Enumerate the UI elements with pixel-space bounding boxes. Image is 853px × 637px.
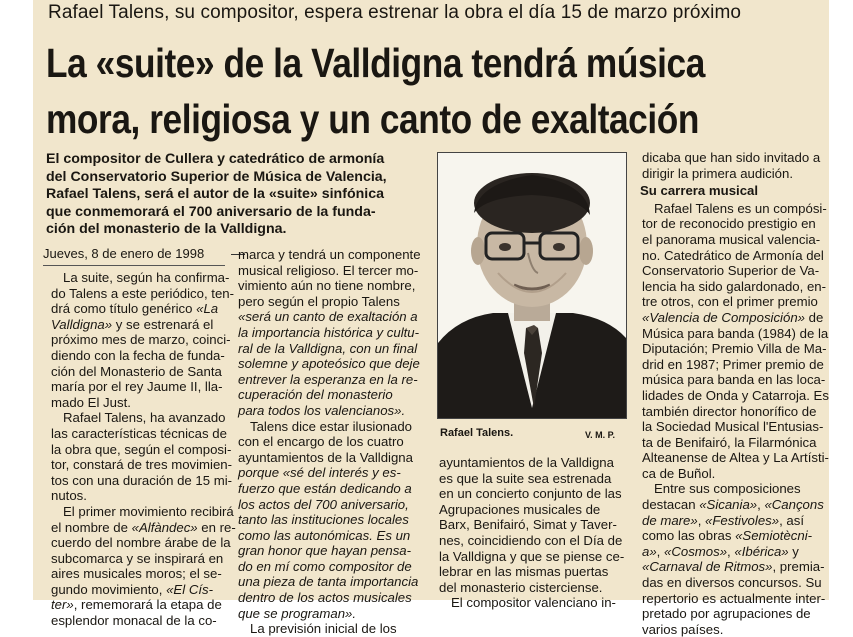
column-line: musical religioso. El tercer mo-: [238, 262, 419, 278]
column-line: maría por el rey Jaume II, lla-: [51, 379, 223, 395]
column-line: porque «sé del interés y es-: [238, 465, 401, 481]
column-line: solemne y apoteósico que deje: [238, 356, 420, 372]
column-line: lencia ha sido galardonado, en-: [642, 278, 827, 294]
column-line: también director honorífico de: [642, 403, 817, 419]
column-line: marca y tendrá un componente: [238, 247, 421, 262]
column-line: Diputación; Premio Villa de Ma-: [642, 341, 827, 357]
column-line: tos con una duración de 15 mi-: [51, 472, 233, 488]
column-line: pero según el propio Talens: [238, 293, 400, 309]
column-line: de mare», «Festivoles», así: [642, 512, 805, 528]
lead-line: ción del monasterio de la Valldigna.: [46, 221, 287, 238]
column-line: Rafael Talens es un compósi-: [654, 200, 827, 216]
body-column-2: [238, 247, 428, 637]
column-line: no. Catedrático de Armonía del: [642, 247, 824, 263]
column-line: subcomarca y se inspirará en: [51, 550, 224, 566]
column-line: drid en 1987; Primer premio de: [642, 356, 824, 372]
column-line: el nombre de «Alfàndec» en re-: [51, 519, 236, 535]
column-line: ayuntamientos de la Valldigna: [439, 455, 614, 470]
column-line: pretado por agrupaciones de: [642, 606, 811, 622]
body-column-4: [640, 150, 829, 637]
column-line: esplendor monacal de la co-: [51, 613, 217, 629]
column-line: vimiento aún no tiene nombre,: [238, 278, 416, 294]
column-line: el panorama musical valencia-: [642, 231, 821, 247]
column-line: los actos del 700 aniversario,: [238, 496, 409, 512]
headline-line-2: mora, religiosa y un canto de exaltación: [46, 96, 699, 142]
column-line: drá como título genérico «La: [51, 301, 219, 317]
photo-credit: V. M. P.: [585, 430, 616, 440]
column-line: Conservatorio Superior de Va-: [642, 263, 820, 279]
column-line: tanto las instituciones locales: [238, 512, 409, 528]
column-line: a», «Cosmos», «Ibérica» y: [642, 543, 799, 559]
column-line: para todos los valencianos».: [238, 402, 406, 418]
column-line: Rafael Talens, ha avanzado: [63, 410, 226, 426]
column-line: cuperación del monasterio: [238, 387, 393, 403]
column-line: La suite, según ha confirma-: [63, 270, 230, 285]
lead-paragraph: [46, 151, 430, 239]
column-line: gundo movimiento, «El Cís-: [51, 581, 213, 597]
column-line: repertorio es actualmente inter-: [642, 590, 826, 606]
column-line: en un concierto conjunto de las: [439, 486, 622, 502]
column-line: fuerzo que están dedicando a: [238, 480, 412, 496]
photo-caption: Rafael Talens.: [440, 427, 514, 439]
column-line: las características técnicas de: [51, 425, 227, 441]
column-line: con el encargo de los cuatro: [238, 434, 404, 450]
lead-line: del Conservatorio Superior de Música de Valencia,: [46, 168, 387, 185]
dateline: [43, 246, 204, 261]
column-line: como las obras «Semiotècni-: [642, 528, 813, 544]
column-line: mado El Just.: [51, 394, 131, 410]
column-line: Agrupaciones musicales de: [439, 501, 601, 517]
column-line: ral de la Valldigna, con un final: [238, 340, 418, 356]
column-line: la importancia histórica y cultu-: [238, 324, 420, 340]
column-line: Entre sus composiciones: [654, 481, 801, 497]
column-line: como las autonómicas. Es un: [238, 527, 411, 543]
column-line: cuerdo del nombre árabe de la: [51, 535, 231, 551]
column-line: es que la suite sea estrenada: [439, 470, 612, 486]
column-line: una pieza de tanta importancia: [238, 574, 419, 590]
column-line: «Valencia de Composición» de: [642, 309, 824, 325]
column-line: ta de Benifairó, la Filarmónica: [642, 434, 817, 450]
column-line: dicaba que han sido invitado a: [642, 150, 821, 165]
column-line: lidades de Onda y Catarroja. Es: [642, 387, 829, 403]
column-line: Alteanense de Altea y La Artísti-: [642, 450, 829, 466]
dateline-rule: [43, 265, 225, 266]
column-line: tor, constará de tres movimien-: [51, 457, 233, 473]
column-line: del monasterio cisterciense.: [439, 579, 603, 595]
headline-line-1: La «suite» de la Valldigna tendrá música: [46, 40, 705, 86]
column-line: que se programan».: [238, 605, 357, 621]
column-line: nutos.: [51, 488, 87, 504]
column-line: ayuntamientos de la Valldigna: [238, 449, 413, 465]
column-line: entrever la esperanza en la re-: [238, 371, 418, 387]
column-line: nes, coincidiendo con el Día de: [439, 532, 623, 548]
column-line: gran honor que hayan pensa-: [238, 543, 412, 559]
column-line: El compositor valenciano in-: [451, 595, 616, 611]
column-line: do Talens a este periódico, ten-: [51, 285, 235, 301]
column-line: Valldigna» y se estrenará el: [51, 316, 214, 332]
column-line: Música para banda (1984) de la: [642, 325, 829, 341]
portrait-photo: [437, 152, 627, 419]
column-line: El primer movimiento recibirá: [63, 503, 234, 519]
column-line: do en mí como compositor de: [238, 558, 412, 574]
column-line: destacan «Sicania», «Cançons: [642, 497, 824, 513]
column-line: dentro de los actos musicales: [238, 590, 412, 606]
section-subheading: Su carrera musical: [640, 183, 759, 199]
column-line: diendo con la fecha de funda-: [51, 347, 225, 363]
column-line: ter», rememorará la etapa de: [51, 597, 222, 613]
column-line: ción del Monasterio de Santa: [51, 363, 222, 379]
column-line: varios países.: [642, 621, 724, 637]
column-line: «Carnaval de Ritmos», premia-: [642, 559, 825, 575]
column-line: Barx, Benifairó, Simat y Taver-: [439, 517, 617, 533]
portrait-image: [438, 153, 626, 418]
column-line: la Sociedad Musical l'Entusias-: [642, 419, 824, 435]
column-line: próximo mes de marzo, coinci-: [51, 332, 231, 348]
body-column-1: [51, 270, 236, 629]
column-line: ca de Buñol.: [642, 465, 716, 481]
column-line: dirigir la primera audición.: [642, 165, 793, 181]
lead-line: Rafael Talens, será el autor de la «suite» sinfónica: [46, 186, 385, 203]
column-line: tre otros, con el primer premio: [642, 294, 818, 310]
kicker: Rafael Talens, su compositor, espera estrenar la obra el día 15 de marzo próximo: [48, 2, 742, 23]
column-line: música para banda en las loca-: [642, 372, 826, 388]
column-line: la obra que, según el composi-: [51, 441, 232, 457]
column-line: aires musicales moros; el se-: [51, 566, 222, 582]
column-line: «será un canto de exaltación a: [238, 309, 418, 325]
lead-line: que conmemorará el 700 aniversario de la funda-: [46, 203, 376, 220]
column-line: tor de reconocido prestigio en: [642, 216, 816, 232]
column-line: das en diversos concursos. Su: [642, 575, 822, 591]
column-line: lebrar en las mismas puertas: [439, 564, 609, 580]
lead-line: El compositor de Cullera y catedrático de armonía: [46, 151, 385, 167]
body-column-3: [439, 455, 624, 611]
column-line: la Valldigna y que se piense ce-: [439, 548, 625, 564]
column-line: La previsión inicial de los: [250, 621, 397, 637]
dateline-text: Jueves, 8 de enero de 1998: [43, 246, 205, 261]
column-line: Talens dice estar ilusionado: [250, 418, 413, 434]
